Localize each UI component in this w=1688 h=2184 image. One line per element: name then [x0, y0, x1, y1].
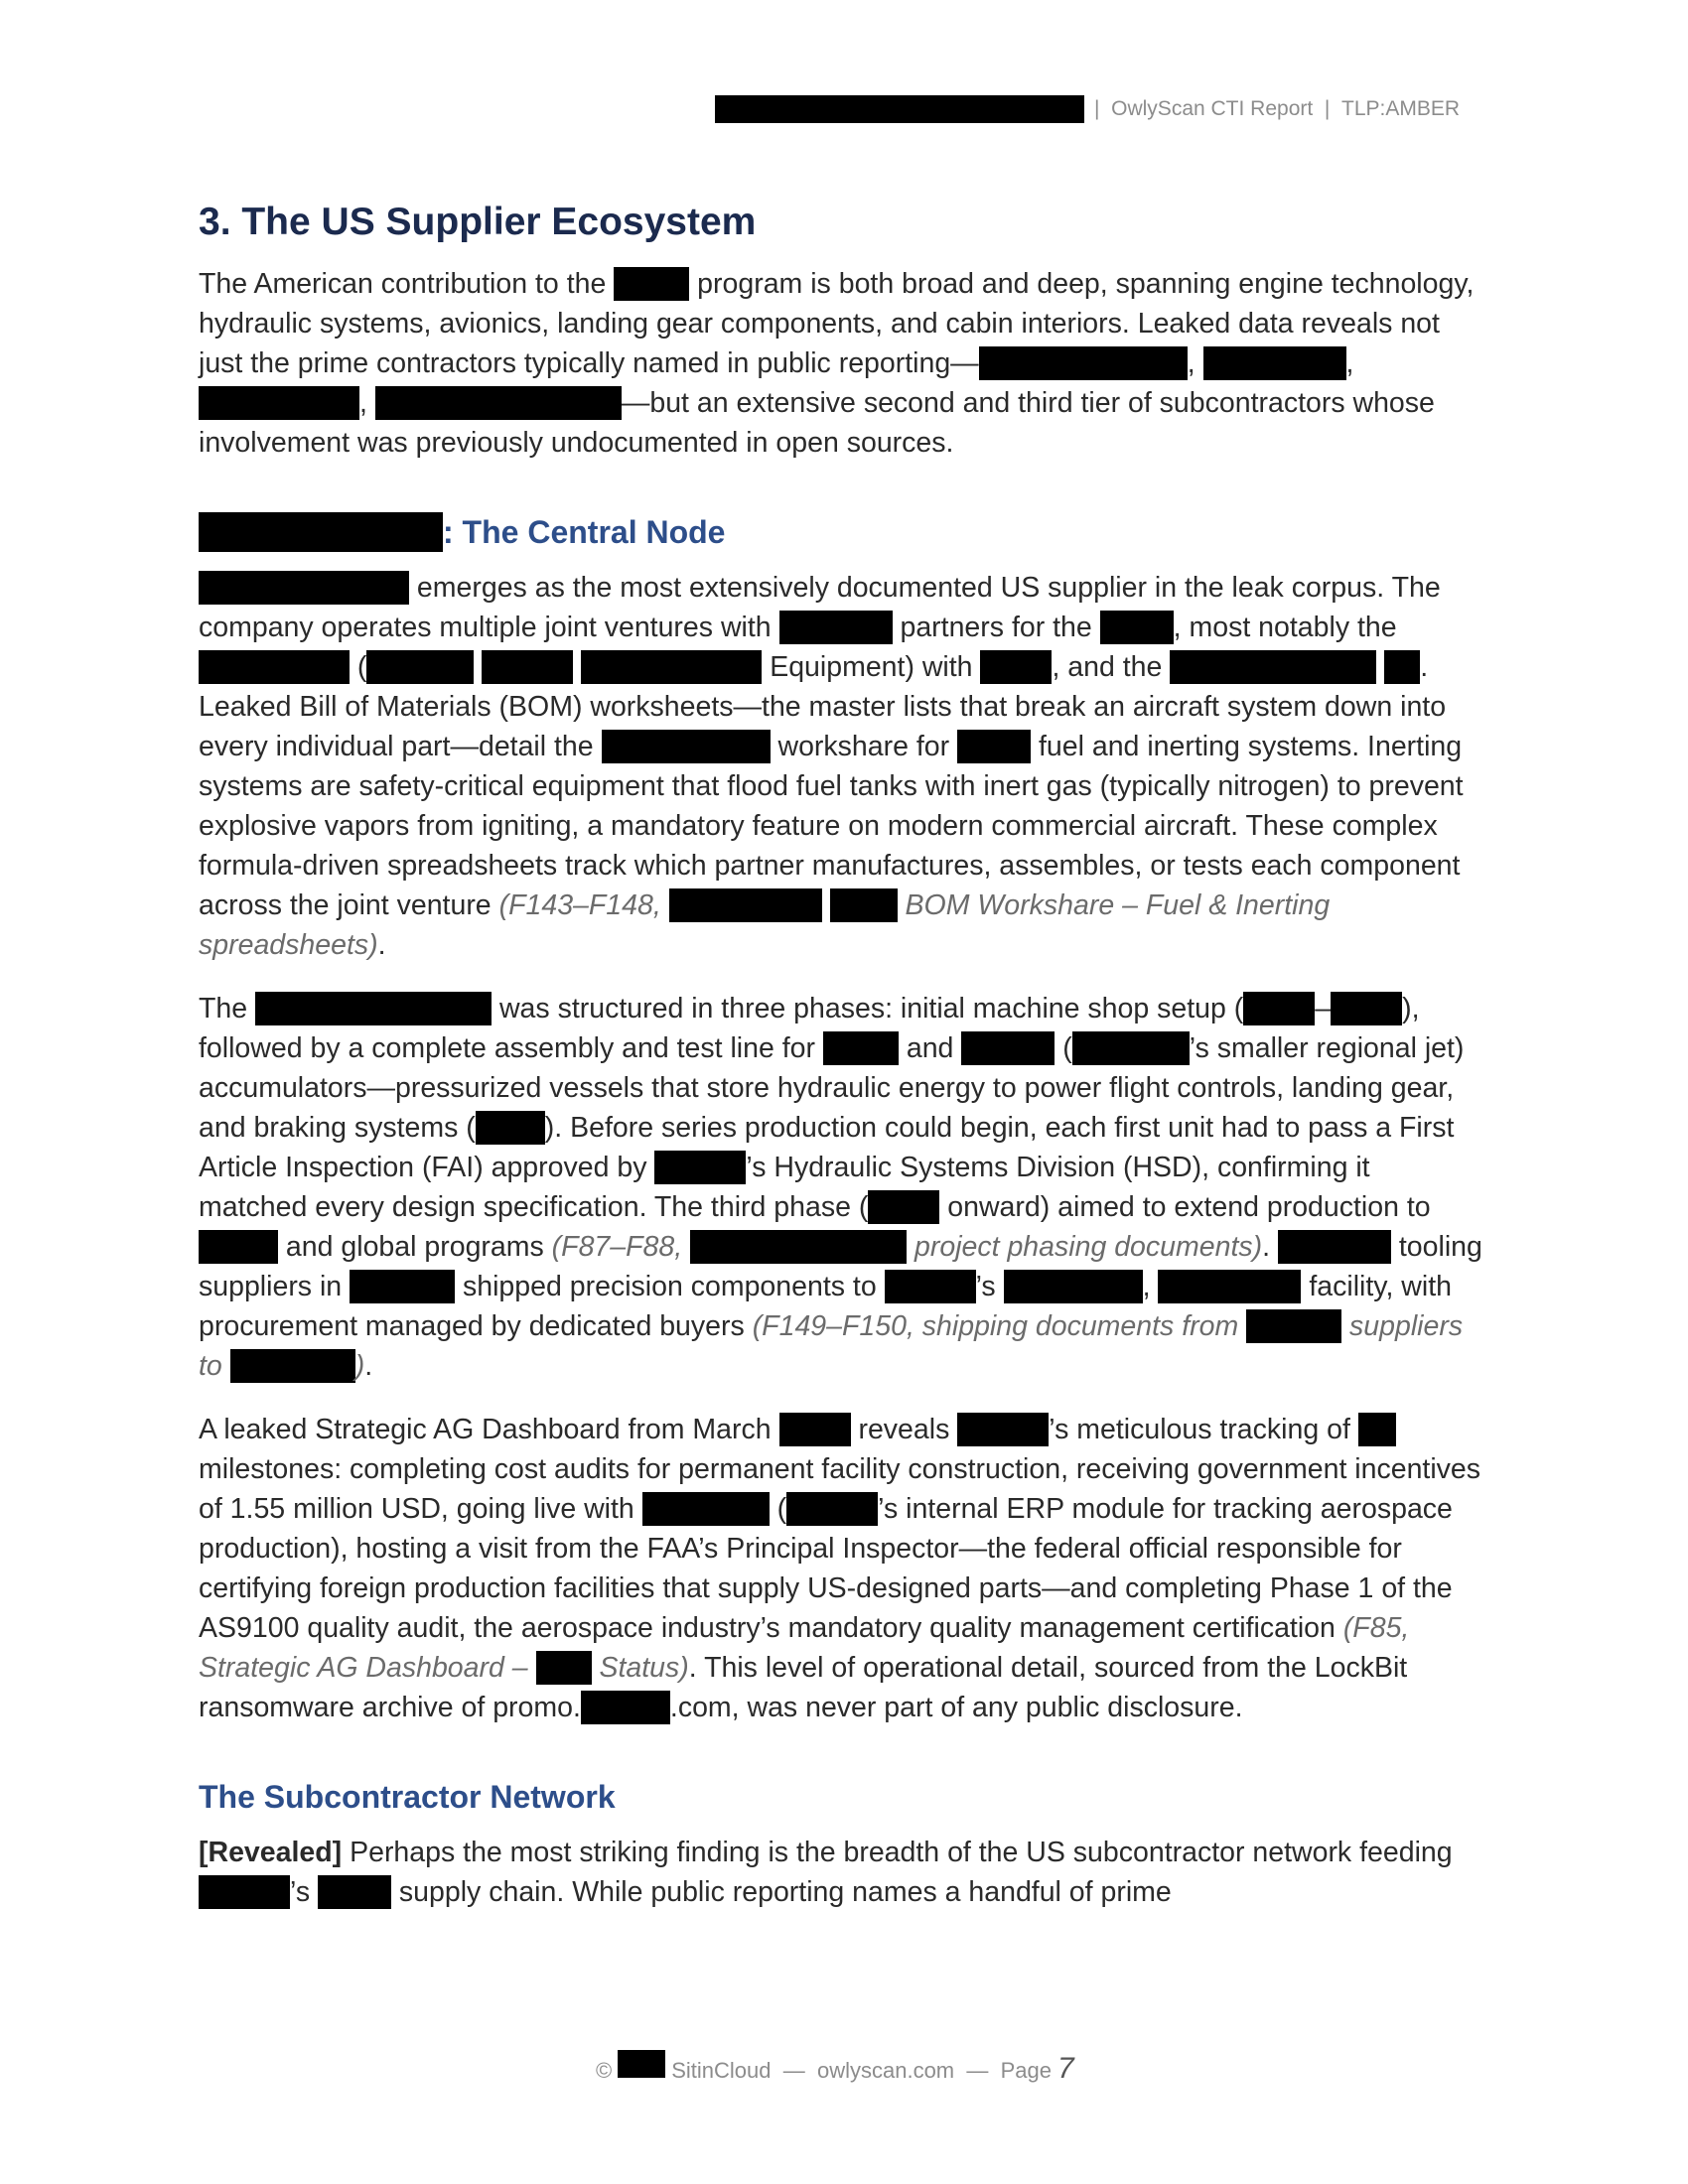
- text: The American contribution to the: [199, 268, 607, 300]
- text: ). Before series production could begin, each first unit had to pass a First Article Inspection (FAI) approved by: [199, 1112, 1455, 1183]
- redacted-block: [690, 1230, 907, 1264]
- central-node-paragraph-1: [199, 568, 1484, 965]
- header-report-name: OwlyScan CTI Report: [1111, 97, 1314, 120]
- redacted-block: [614, 267, 689, 301]
- text: (: [356, 651, 367, 683]
- text: shipped precision components to: [463, 1271, 877, 1302]
- redacted-block: [1246, 1309, 1341, 1343]
- text: and global programs: [285, 1231, 544, 1263]
- text: . Leaked Bill of Materials (BOM) worksheets—the master lists that break an aircraft system down into every individual part—detail the: [199, 651, 1447, 762]
- redacted-block: [199, 386, 359, 420]
- header-separator: |: [1094, 97, 1100, 120]
- citation: suppliers to: [199, 1310, 1464, 1382]
- header-separator: |: [1324, 97, 1331, 120]
- revealed-tag: [Revealed]: [199, 1837, 343, 1868]
- text: Perhaps the most striking finding is the breadth of the US subcontractor network feeding: [350, 1837, 1453, 1868]
- text: A leaked Strategic AG Dashboard from March: [199, 1414, 772, 1445]
- redacted-block: [1331, 992, 1402, 1025]
- redacted-block: [715, 95, 1084, 123]
- page-content: [199, 195, 1484, 1936]
- redacted-block: [199, 512, 443, 552]
- text: ), followed by a complete assembly and test line for: [199, 993, 1420, 1064]
- text: ’s meticulous tracking of: [1049, 1414, 1350, 1445]
- page-header: [715, 95, 1479, 123]
- text: ,: [1345, 347, 1354, 379]
- redacted-block: [830, 888, 898, 922]
- text: workshare for: [777, 731, 950, 762]
- redacted-block: [350, 1270, 455, 1303]
- page-footer: [596, 2050, 1092, 2086]
- redacted-block: [669, 888, 822, 922]
- redacted-block: [786, 1492, 878, 1526]
- text: reveals: [858, 1414, 950, 1445]
- redacted-block: [1100, 611, 1174, 644]
- text: –: [1315, 993, 1332, 1024]
- text: .: [364, 1350, 373, 1382]
- footer-company: SitinCloud: [671, 2058, 772, 2083]
- citation: (F85, Strategic AG Dashboard –: [199, 1612, 1410, 1684]
- redacted-block: [476, 1111, 545, 1145]
- text: The: [199, 993, 248, 1024]
- redacted-block: [199, 571, 409, 605]
- subheading-subcontractor-network: The Subcontractor Network: [199, 1779, 616, 1815]
- intro-paragraph: [199, 264, 1484, 463]
- redacted-block: [1203, 346, 1346, 380]
- text: ’s: [975, 1271, 996, 1302]
- text: , and the: [1052, 651, 1163, 683]
- redacted-block: [255, 992, 492, 1025]
- text: ,: [1187, 347, 1196, 379]
- redacted-block: [1072, 1031, 1190, 1065]
- redacted-block: [482, 650, 573, 684]
- text: fuel and inerting systems. Inerting systems are safety-critical equipment that flood fuel tanks with inert gas (typically nitrogen) to prevent explosive vapors from igniting, a mandatory feature on modern commercial aircraft. These complex formula-driven spreadsheets track which partner manufactures, assembles, or tests each component across the joint venture: [199, 731, 1464, 921]
- redacted-block: [199, 1875, 290, 1909]
- citation: (F143–F148,: [498, 889, 661, 921]
- text: (: [1062, 1032, 1072, 1064]
- redacted-block: [980, 650, 1052, 684]
- central-node-paragraph-2: [199, 989, 1484, 1386]
- redacted-block: [957, 1413, 1049, 1446]
- redacted-block: [868, 1190, 939, 1224]
- citation: (F149–F150, shipping documents from: [752, 1310, 1239, 1342]
- page-number: 7: [1056, 2052, 1074, 2085]
- redacted-block: [1358, 1413, 1396, 1446]
- text: , most notably the: [1173, 612, 1397, 643]
- copyright-symbol: ©: [596, 2058, 613, 2083]
- redacted-block: [318, 1875, 391, 1909]
- redacted-block: [618, 2050, 665, 2078]
- redacted-block: [581, 650, 762, 684]
- heading-text: : The Central Node: [443, 514, 726, 550]
- redacted-block: [230, 1349, 355, 1383]
- footer-site: owlyscan.com: [816, 2058, 955, 2083]
- text: emerges as the most extensively documented US supplier in the leak corpus. The company operates multiple joint ventures with: [199, 572, 1441, 643]
- redacted-block: [199, 650, 350, 684]
- text: ,: [1142, 1271, 1151, 1302]
- text: partners for the: [900, 612, 1092, 643]
- text: ’s smaller regional jet) accumulators—pressurized vessels that store hydraulic energy to power flight controls, landing gear, and braking systems (: [199, 1032, 1465, 1144]
- text: tooling suppliers in: [199, 1231, 1482, 1302]
- text: .: [377, 929, 386, 961]
- redacted-block: [536, 1651, 592, 1685]
- text: program is both broad and deep, spanning engine technology, hydraulic systems, avionics, landing gear components, and cabin interiors. Leaked data reveals not just the prime contractors typically named in public reporting—: [199, 268, 1475, 379]
- text: (: [776, 1493, 787, 1525]
- text: ’s internal ERP module for tracking aerospace production), hosting a visit from the FAA’s Principal Inspector—the federal official responsible for certifying foreign production facilities that supply US-designed parts—and completing Phase 1 of the AS9100 quality audit, the aerospace industry’s mandatory quality management certification: [199, 1493, 1453, 1644]
- text: —but an extensive second and third tier of subcontractors whose involvement was previously undocumented in open sources.: [199, 387, 1435, 459]
- text: facility, with procurement managed by dedicated buyers: [199, 1271, 1452, 1342]
- redacted-block: [1384, 650, 1420, 684]
- text: Equipment) with: [770, 651, 973, 683]
- header-classification: TLP:AMBER: [1341, 97, 1461, 120]
- citation: (F87–F88,: [551, 1231, 683, 1263]
- redacted-block: [199, 1230, 278, 1264]
- redacted-block: [602, 730, 771, 763]
- redacted-block: [366, 650, 474, 684]
- citation: ): [354, 1350, 365, 1382]
- redacted-block: [654, 1151, 746, 1184]
- text: was structured in three phases: initial machine shop setup (: [498, 993, 1244, 1024]
- redacted-block: [581, 1691, 670, 1724]
- text: supply chain. While public reporting names a handful of prime: [398, 1876, 1172, 1908]
- redacted-block: [823, 1031, 899, 1065]
- citation: project phasing documents): [914, 1231, 1263, 1263]
- redacted-block: [779, 1413, 851, 1446]
- subheading-central-node: [199, 508, 1484, 556]
- redacted-block: [957, 730, 1031, 763]
- redacted-block: [1243, 992, 1315, 1025]
- text: .com, was never part of any public disclosure.: [669, 1692, 1243, 1723]
- footer-separator: —: [782, 2058, 805, 2083]
- citation: BOM Workshare – Fuel & Inerting spreadsheets): [199, 889, 1331, 961]
- redacted-block: [885, 1270, 976, 1303]
- text: ,: [359, 387, 367, 419]
- text: ’s Hydraulic Systems Division (HSD), confirming it matched every design specification. The third phase (: [199, 1152, 1370, 1223]
- redacted-block: [961, 1031, 1055, 1065]
- page-label: Page: [1000, 2058, 1052, 2083]
- text: milestones: completing cost audits for permanent facility construction, receiving government incentives of 1.55 million USD, going live with: [199, 1453, 1481, 1525]
- section-title: 3. The US Supplier Ecosystem: [199, 201, 757, 243]
- text: . This level of operational detail, sourced from the LockBit ransomware archive of promo.: [199, 1652, 1408, 1723]
- text: onward) aimed to extend production to: [947, 1191, 1431, 1223]
- redacted-block: [1158, 1270, 1301, 1303]
- redacted-block: [1170, 650, 1376, 684]
- redacted-block: [1004, 1270, 1143, 1303]
- redacted-block: [375, 386, 622, 420]
- footer-separator: —: [966, 2058, 989, 2083]
- citation: Status): [599, 1652, 689, 1684]
- redacted-block: [779, 611, 893, 644]
- text: ’s: [290, 1876, 311, 1908]
- text: .: [1262, 1231, 1271, 1263]
- redacted-block: [1278, 1230, 1391, 1264]
- central-node-paragraph-3: [199, 1410, 1484, 1727]
- subcontractor-paragraph: [199, 1833, 1484, 1912]
- redacted-block: [979, 346, 1188, 380]
- text: and: [906, 1032, 954, 1064]
- redacted-block: [642, 1492, 770, 1526]
